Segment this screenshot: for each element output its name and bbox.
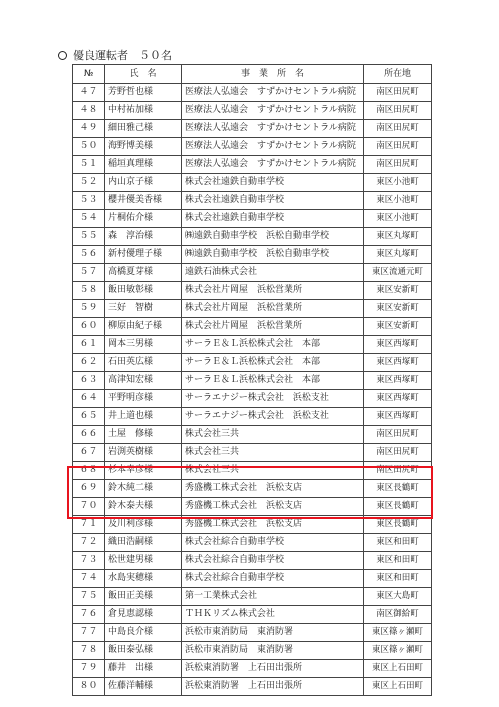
cell-name: 内山京子様 [105, 174, 182, 192]
cell-business: 秀盛機工株式会社 浜松支店 [182, 498, 364, 516]
cell-number: ６８ [73, 462, 105, 480]
table-row [73, 480, 432, 498]
table-header-row [73, 65, 432, 84]
cell-business: 浜松東消防署 上石田出張所 [182, 660, 364, 678]
cell-name: 及川利彦様 [105, 516, 182, 534]
list-heading [58, 47, 172, 63]
cell-location: 東区和田町 [364, 570, 432, 588]
cell-business: 秀盛機工株式会社 浜松支店 [182, 480, 364, 498]
cell-number: ７０ [73, 498, 105, 516]
cell-location: 東区和田町 [364, 534, 432, 552]
cell-number: ７６ [73, 606, 105, 624]
cell-name: 稲垣真理様 [105, 156, 182, 174]
cell-number: ６２ [73, 354, 105, 372]
column-header-number: № [73, 65, 105, 84]
table-row [73, 444, 432, 462]
cell-name: 高橋夏芽様 [105, 264, 182, 282]
cell-business: ＴＨＫリズム株式会社 [182, 606, 364, 624]
cell-business: サーラエナジー株式会社 浜松支社 [182, 390, 364, 408]
cell-name: 飯田正美様 [105, 588, 182, 606]
cell-location: 南区田尻町 [364, 444, 432, 462]
cell-business: 浜松市東消防局 東消防署 [182, 624, 364, 642]
circle-bullet-icon [58, 51, 67, 60]
cell-business: サーラエナジー株式会社 浜松支社 [182, 408, 364, 426]
table-row [73, 552, 432, 570]
table-row [73, 498, 432, 516]
cell-location: 東区安新町 [364, 300, 432, 318]
cell-name: 藤井 出様 [105, 660, 182, 678]
cell-name: 新村優理子様 [105, 246, 182, 264]
cell-business: 医療法人弘遠会 すずかけセントラル病院 [182, 102, 364, 120]
cell-business: 株式会社片岡屋 浜松営業所 [182, 318, 364, 336]
table-row [73, 120, 432, 138]
cell-name: 平野明彦様 [105, 390, 182, 408]
table-row [73, 678, 432, 696]
cell-business: 株式会社三共 [182, 462, 364, 480]
column-header-location: 所在地 [364, 65, 432, 84]
cell-location: 東区丸塚町 [364, 246, 432, 264]
cell-location: 東区篠ヶ瀬町 [364, 624, 432, 642]
cell-location: 南区田尻町 [364, 426, 432, 444]
table-row [73, 156, 432, 174]
cell-business: サーラＥ＆Ｌ浜松株式会社 本部 [182, 372, 364, 390]
cell-number: ６５ [73, 408, 105, 426]
cell-number: ６７ [73, 444, 105, 462]
cell-number: ７１ [73, 516, 105, 534]
cell-business: 株式会社遠鉄自動車学校 [182, 192, 364, 210]
cell-name: 片桐佑介様 [105, 210, 182, 228]
cell-name: 鈴木純二様 [105, 480, 182, 498]
column-header-business: 事 業 所 名 [182, 65, 364, 84]
cell-location: 南区田尻町 [364, 120, 432, 138]
cell-name: 佐藤洋輔様 [105, 678, 182, 696]
table-row [73, 660, 432, 678]
cell-location: 南区田尻町 [364, 84, 432, 102]
cell-name: 岩渕英樹様 [105, 444, 182, 462]
cell-number: ６９ [73, 480, 105, 498]
table-row [73, 588, 432, 606]
cell-location: 東区上石田町 [364, 660, 432, 678]
cell-name: 飯田敏彰様 [105, 282, 182, 300]
table-row [73, 210, 432, 228]
cell-number: ８０ [73, 678, 105, 696]
cell-location: 東区和田町 [364, 552, 432, 570]
cell-business: 秀盛機工株式会社 浜松支店 [182, 516, 364, 534]
table-body [73, 84, 432, 696]
cell-business: 医療法人弘遠会 すずかけセントラル病院 [182, 120, 364, 138]
cell-number: ５３ [73, 192, 105, 210]
table-row [73, 246, 432, 264]
table-row [73, 462, 432, 480]
cell-business: 株式会社綜合自動車学校 [182, 534, 364, 552]
cell-location: 東区流通元町 [364, 264, 432, 282]
cell-location: 東区丸塚町 [364, 228, 432, 246]
cell-number: ６６ [73, 426, 105, 444]
table-row [73, 84, 432, 102]
cell-number: ５４ [73, 210, 105, 228]
cell-number: ４７ [73, 84, 105, 102]
cell-number: ７７ [73, 624, 105, 642]
cell-location: 東区長鶴町 [364, 480, 432, 498]
table-row [73, 624, 432, 642]
cell-location: 東区西塚町 [364, 372, 432, 390]
cell-number: ７３ [73, 552, 105, 570]
cell-name: 石田英広様 [105, 354, 182, 372]
table-row [73, 228, 432, 246]
cell-number: ６３ [73, 372, 105, 390]
cell-business: 医療法人弘遠会 すずかけセントラル病院 [182, 138, 364, 156]
cell-name: 土屋 修様 [105, 426, 182, 444]
cell-name: 森 淳治様 [105, 228, 182, 246]
table-row [73, 264, 432, 282]
column-header-name: 氏 名 [105, 65, 182, 84]
table-row [73, 300, 432, 318]
cell-business: 浜松東消防署 上石田出張所 [182, 678, 364, 696]
cell-location: 東区大島町 [364, 588, 432, 606]
heading-text: 優良運転者 ５０名 [73, 49, 172, 62]
cell-name: 海野博美様 [105, 138, 182, 156]
cell-name: 中島良介様 [105, 624, 182, 642]
cell-number: ６０ [73, 318, 105, 336]
table-row [73, 534, 432, 552]
table-row [73, 390, 432, 408]
cell-name: 井上道也様 [105, 408, 182, 426]
cell-business: サーラＥ＆Ｌ浜松株式会社 本部 [182, 336, 364, 354]
table-row [73, 174, 432, 192]
cell-number: ５９ [73, 300, 105, 318]
cell-location: 南区御給町 [364, 606, 432, 624]
table-row [73, 408, 432, 426]
cell-name: 鈴木泰夫様 [105, 498, 182, 516]
cell-location: 東区小池町 [364, 192, 432, 210]
cell-location: 東区小池町 [364, 174, 432, 192]
cell-business: 株式会社遠鉄自動車学校 [182, 210, 364, 228]
cell-business: 株式会社綜合自動車学校 [182, 552, 364, 570]
cell-location: 東区西塚町 [364, 408, 432, 426]
cell-location: 東区長鶴町 [364, 498, 432, 516]
cell-number: ５７ [73, 264, 105, 282]
cell-business: 医療法人弘遠会 すずかけセントラル病院 [182, 156, 364, 174]
cell-number: ６４ [73, 390, 105, 408]
cell-number: ７５ [73, 588, 105, 606]
cell-business: 遠鉄石油株式会社 [182, 264, 364, 282]
cell-name: 中村祐加様 [105, 102, 182, 120]
cell-name: 三好 智樹 [105, 300, 182, 318]
cell-name: 飯田泰弘様 [105, 642, 182, 660]
cell-location: 東区篠ヶ瀬町 [364, 642, 432, 660]
cell-name: 柳原由紀子様 [105, 318, 182, 336]
table-row [73, 372, 432, 390]
cell-business: 浜松市東消防局 東消防署 [182, 642, 364, 660]
cell-location: 南区田尻町 [364, 102, 432, 120]
cell-business: 株式会社遠鉄自動車学校 [182, 174, 364, 192]
cell-number: ５１ [73, 156, 105, 174]
cell-number: ５６ [73, 246, 105, 264]
cell-number: ５２ [73, 174, 105, 192]
table-row [73, 570, 432, 588]
table-row [73, 192, 432, 210]
cell-location: 東区安新町 [364, 282, 432, 300]
cell-business: サーラＥ＆Ｌ浜松株式会社 本部 [182, 354, 364, 372]
cell-location: 東区上石田町 [364, 678, 432, 696]
cell-number: ７８ [73, 642, 105, 660]
cell-location: 南区田尻町 [364, 462, 432, 480]
table-row [73, 354, 432, 372]
driver-roster-table [72, 64, 432, 696]
cell-name: 織田浩嗣様 [105, 534, 182, 552]
cell-business: 株式会社綜合自動車学校 [182, 570, 364, 588]
cell-location: 東区長鶴町 [364, 516, 432, 534]
cell-name: 倉見恵認様 [105, 606, 182, 624]
cell-number: ７９ [73, 660, 105, 678]
cell-number: ５５ [73, 228, 105, 246]
cell-location: 南区田尻町 [364, 156, 432, 174]
cell-number: ６１ [73, 336, 105, 354]
table-row [73, 318, 432, 336]
cell-business: 株式会社三共 [182, 444, 364, 462]
cell-business: ㈱遠鉄自動車学校 浜松自動車学校 [182, 246, 364, 264]
cell-number: ５０ [73, 138, 105, 156]
cell-location: 東区安新町 [364, 318, 432, 336]
cell-business: 第一工業株式会社 [182, 588, 364, 606]
cell-business: 株式会社片岡屋 浜松営業所 [182, 300, 364, 318]
table-row [73, 138, 432, 156]
cell-number: ５８ [73, 282, 105, 300]
cell-name: 岡本三男様 [105, 336, 182, 354]
cell-name: 松世建男様 [105, 552, 182, 570]
table-row [73, 426, 432, 444]
cell-name: 櫻井優美香様 [105, 192, 182, 210]
table-row [73, 336, 432, 354]
cell-name: 芳野哲也様 [105, 84, 182, 102]
cell-number: ７２ [73, 534, 105, 552]
cell-business: 株式会社三共 [182, 426, 364, 444]
table-row [73, 282, 432, 300]
cell-business: ㈱遠鉄自動車学校 浜松自動車学校 [182, 228, 364, 246]
cell-location: 東区西塚町 [364, 336, 432, 354]
cell-name: 杉本幸彦様 [105, 462, 182, 480]
cell-business: 医療法人弘遠会 すずかけセントラル病院 [182, 84, 364, 102]
table-row [73, 516, 432, 534]
cell-name: 高津知宏様 [105, 372, 182, 390]
cell-name: 細田雅己様 [105, 120, 182, 138]
table-row [73, 102, 432, 120]
table-row [73, 642, 432, 660]
cell-business: 株式会社片岡屋 浜松営業所 [182, 282, 364, 300]
cell-location: 東区西塚町 [364, 354, 432, 372]
cell-location: 南区田尻町 [364, 138, 432, 156]
cell-number: ４８ [73, 102, 105, 120]
cell-name: 水島実穂様 [105, 570, 182, 588]
table-row [73, 606, 432, 624]
cell-number: ４９ [73, 120, 105, 138]
cell-location: 東区小池町 [364, 210, 432, 228]
cell-number: ７４ [73, 570, 105, 588]
cell-location: 東区西塚町 [364, 390, 432, 408]
